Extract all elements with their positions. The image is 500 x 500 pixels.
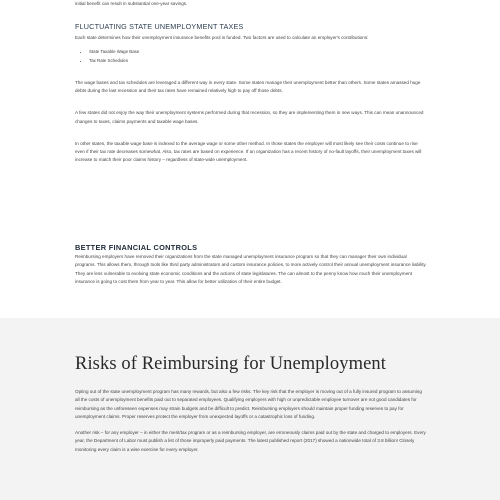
- paragraph: A few states did not enjoy the way their unemployment systems performed during that recession, so they are implementing them in new ways. This can mean unannounced changes to taxes, claims payments and taxable wage bases.: [75, 110, 424, 124]
- section-financial-controls: [75, 243, 427, 286]
- paragraph: Another risk – for any employer – in either the merit/tax program or as a reimbursing employer, are erroneously claims paid out by the state and charged to employers. Every year, the Department of Labor must publish a list of those improperly paid payments. The latest published report (2017) showed a nationwide total of 3.8 billion! Closely monitoring every claim is a wise exercise for every employer.: [75, 430, 426, 452]
- list-item: • State Taxable Wage Base: [89, 48, 427, 56]
- section-title: Risks of Reimbursing for Unemployment: [75, 354, 386, 374]
- list-item: • Tax Rate Schedules: [89, 57, 427, 65]
- intro-tail-text: initial benefit can result in substantial one-year savings.: [75, 1, 188, 6]
- section-heading: BETTER FINANCIAL CONTROLS: [75, 243, 198, 252]
- paragraph: The wage bases and tax schedules are leveraged a different way in every state. Some states manage their unemployment better than others. Some states amassed huge debts during the last recession and their tax rates have remained relatively high to pay off those debts.: [75, 79, 421, 93]
- section-risks: [75, 354, 427, 454]
- section-heading: FLUCTUATING STATE UNEMPLOYMENT TAXES: [75, 22, 244, 31]
- section-intro: Each state determines how their unemployment insurance benefits pool is funded. Two factors are used to calculate an employer's contributions:: [75, 35, 369, 40]
- paragraph: Opting out of the state unemployment program has many rewards, but also a few risks. The key risk that the employer is moving out of a fully insured program to assuming all the costs of unemployment benefits paid out to separated employees. Qualifying employers with high or unpredictable employee turnover are not good candidates for reimbursing as the unforeseen expenses may strain budgets and be difficult to predict. Reimbursing employers should maintain proper funding reserves to pay for unemployment claims. Proper reserves protect the employer from unexpected layoffs or a catastrophic loss of funding.: [75, 389, 422, 419]
- paragraph: Reimbursing employers have removed their organizations from the state managed unemployment insurance program so that they can manager their own individual programs. This allows them, through tools like third party administrators and custom insurance policies, to more actively control their annual unemployment insurance liability. They are less vulnerable to evolving state economic conditions and the actions of state legislatures. The can almost to the penny know how much their unemployment insurance is going to cost them from year to year. This allow for better utilization of their entire budget.: [75, 254, 427, 284]
- paragraph: In other states, the taxable wage base is indexed to the average wage or some other method. In those states the employer will most likely see their costs continue to rise even if their tax rate decreases somewhat. Also, tax rates are based on experience. If an organization has a recent history of no-fault layoffs, their unemployment taxes will increase to match their poor claims history – regardless of state-wide unemployment.: [75, 140, 422, 163]
- factor-list: [75, 48, 427, 64]
- section-fluctuating-taxes: [75, 22, 427, 165]
